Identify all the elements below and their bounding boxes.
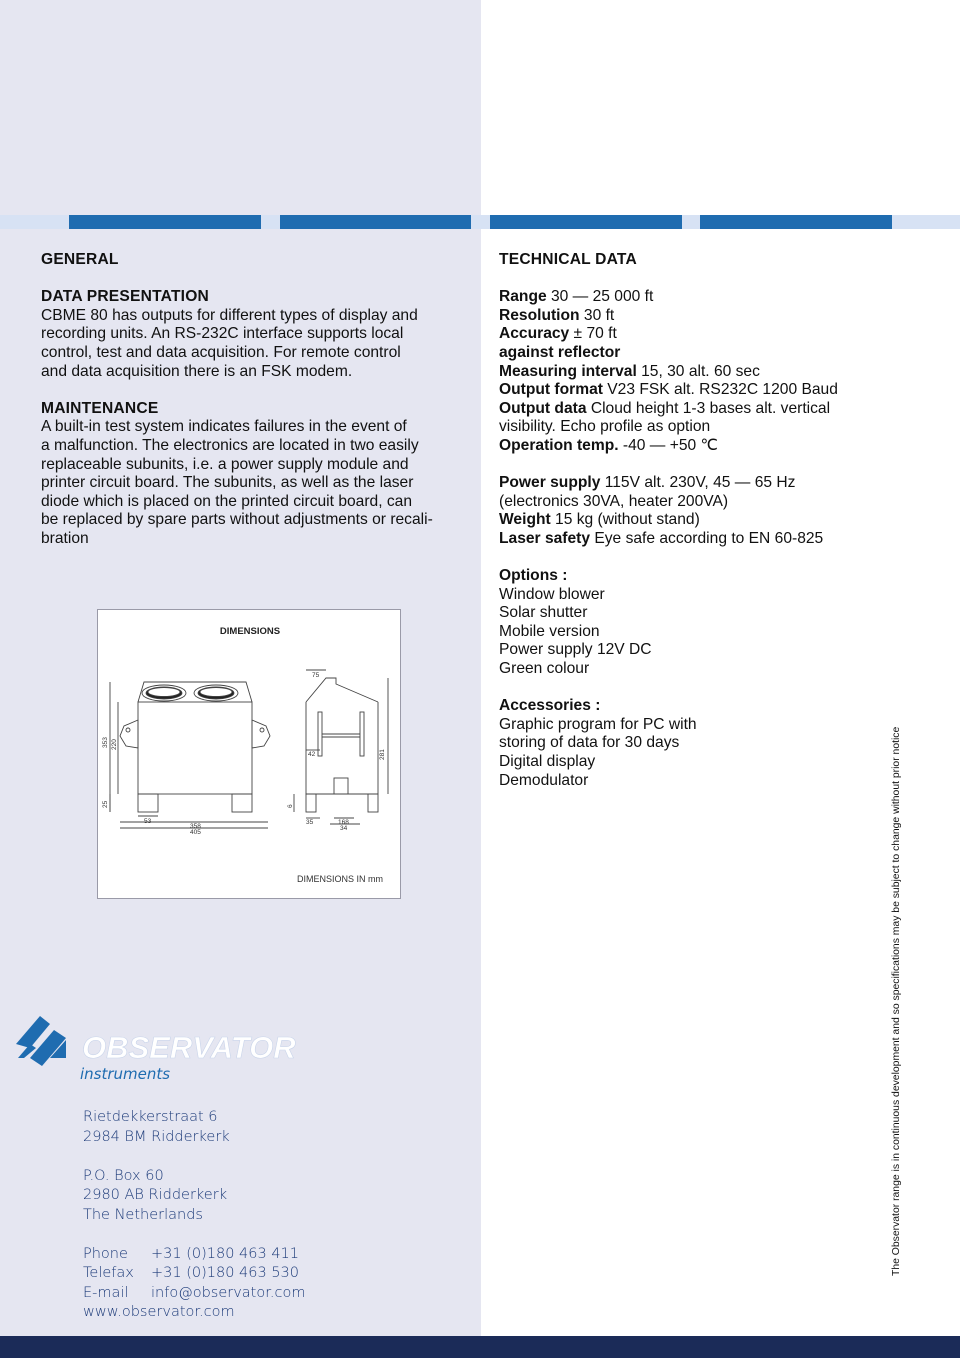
footer-bar: [0, 1336, 960, 1358]
dim-25: 25: [102, 800, 109, 808]
logo-mark-icon: [16, 1016, 66, 1066]
dim-34: 34: [340, 825, 348, 832]
text-line: control, test and data acquisition. For remote control: [41, 343, 401, 361]
text-line: a malfunction. The electronics are located in two easily: [41, 436, 419, 454]
spec-row: Weight 15 kg (without stand): [499, 511, 700, 529]
website-link[interactable]: www.observator.com: [83, 1304, 235, 1320]
logo-subtitle: instruments: [80, 1065, 171, 1083]
list-item: Mobile version: [499, 622, 600, 640]
text-line: A built-in test system indicates failures in the event of: [41, 418, 407, 436]
list-item: Window blower: [499, 585, 605, 603]
data-presentation-text: [41, 307, 453, 381]
contact-address: [83, 1108, 305, 1323]
spec-row: Accuracy ± 70 ft: [499, 325, 617, 343]
drawing-caption: DIMENSIONS IN mm: [296, 874, 384, 884]
technical-data-section: [499, 251, 869, 790]
spec-row: (electronics 30VA, heater 200VA): [499, 492, 729, 510]
address-country: The Netherlands: [83, 1206, 203, 1223]
spec-row: Measuring interval 15, 30 alt. 60 sec: [499, 362, 760, 380]
text-line: replaceable subunits, i.e. a power supply module and: [41, 455, 409, 473]
dim-75: 75: [312, 672, 320, 679]
drawing-title: DIMENSIONS: [219, 626, 281, 637]
maintenance-text: [41, 418, 453, 548]
contact-phone: Phone +31 (0)180 463 411: [83, 1245, 299, 1262]
general-section: [41, 251, 453, 549]
list-item: Digital display: [499, 753, 596, 771]
spec-row: against reflector: [499, 343, 621, 361]
spec-list: [499, 288, 869, 455]
spec-row: Resolution 30 ft: [499, 306, 615, 324]
logo-wordmark: OBSERVATOR: [82, 1030, 296, 1065]
list-item: Graphic program for PC with: [499, 715, 697, 733]
spec-list-power: [499, 474, 869, 548]
address-pocity: 2980 AB Ridderkerk: [83, 1187, 228, 1203]
dim-42: 42: [308, 751, 316, 758]
dimensions-drawing: [97, 609, 401, 899]
list-item: Power supply 12V DC: [499, 641, 652, 659]
accessories-title: Accessories :: [499, 697, 601, 715]
text-line: be replaced by spare parts without adjustments or recali-: [41, 511, 433, 529]
observator-logo: [16, 1014, 316, 1084]
address-pobox: P.O. Box 60: [83, 1167, 164, 1184]
dim-6: 6: [287, 804, 294, 808]
dim-281: 281: [379, 749, 386, 760]
technical-data-heading: TECHNICAL DATA: [499, 251, 637, 268]
options-title: Options :: [499, 567, 568, 585]
text-line: bration: [41, 529, 89, 547]
dim-358: 358: [190, 823, 201, 830]
list-item: Green colour: [499, 660, 590, 678]
options-list: [499, 586, 869, 679]
disclaimer-note: The Observator range is in continuous development and so specifications may be subject to change without prior notice: [891, 726, 902, 1276]
text-line: diode which is placed on the printed circuit board, can: [41, 492, 413, 510]
contact-email[interactable]: E-mail info@observator.com: [83, 1284, 306, 1301]
address-city: 2984 BM Ridderkerk: [83, 1128, 230, 1145]
dim-220: 220: [111, 739, 118, 750]
dim-53: 53: [144, 818, 152, 825]
dim-405: 405: [190, 829, 201, 836]
dim-353: 353: [102, 737, 109, 748]
text-line: recording units. An RS-232C interface supports local: [41, 325, 404, 343]
text-line: CBME 80 has outputs for different types of display and: [41, 306, 418, 324]
spec-row: Output data Cloud height 1-3 bases alt. vertical: [499, 399, 831, 417]
dim-35: 35: [306, 819, 314, 826]
general-heading: GENERAL: [41, 251, 119, 268]
spec-row: Output format V23 FSK alt. RS232C 1200 Baud: [499, 381, 838, 399]
contact-fax: Telefax +31 (0)180 463 530: [83, 1265, 299, 1281]
list-item: storing of data for 30 days: [499, 734, 680, 752]
text-line: printer circuit board. The subunits, as well as the laser: [41, 474, 414, 492]
text-line: and data acquisition there is an FSK modem.: [41, 362, 353, 380]
spec-row: Power supply 115V alt. 230V, 45 — 65 Hz: [499, 474, 796, 492]
accessories-list: [499, 716, 869, 790]
data-presentation-title: DATA PRESENTATION: [41, 288, 209, 306]
list-item: Solar shutter: [499, 604, 588, 622]
address-street: Rietdekkerstraat 6: [83, 1109, 218, 1125]
maintenance-title: MAINTENANCE: [41, 399, 159, 417]
spec-row: Laser safety Eye safe according to EN 60-825: [499, 529, 824, 547]
spec-row: Operation temp. -40 — +50 ℃: [499, 436, 719, 454]
list-item: Demodulator: [499, 771, 589, 789]
spec-row: Range 30 — 25 000 ft: [499, 288, 654, 306]
dim-168: 168: [338, 819, 349, 826]
spec-row: visibility. Echo profile as option: [499, 418, 711, 436]
